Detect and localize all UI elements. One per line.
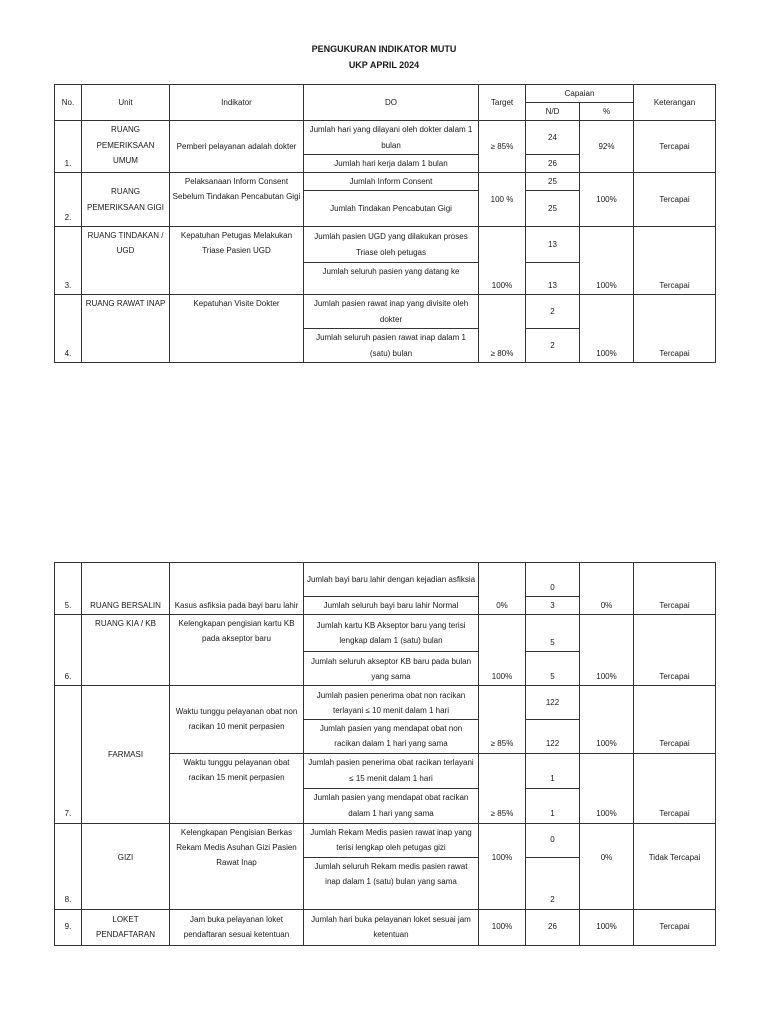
row-do-numerator: Jumlah bayi baru lahir dengan kejadian asfiksia	[304, 563, 479, 597]
row-do-numerator: Jumlah pasien UGD yang dilakukan proses Triase oleh petugas	[304, 227, 479, 263]
row-d: 2	[526, 329, 580, 363]
row-d: 2	[526, 857, 580, 909]
row-d: 122	[526, 720, 580, 753]
row-target: ≥ 85%	[479, 121, 526, 173]
row-n: 0	[526, 823, 580, 857]
row-do-numerator: Jumlah hari yang dilayani oleh dokter dalam 1 bulan	[304, 121, 479, 154]
row-n: 5	[526, 615, 580, 652]
header-keterangan: Keterangan	[634, 85, 716, 121]
table-row	[55, 227, 716, 263]
header-nd: N/D	[526, 103, 580, 121]
row-target: 100%	[479, 823, 526, 909]
row-indikator: Pelaksanaan Inform Consent Sebelum Tindakan Pencabutan Gigi	[170, 172, 304, 226]
header-pct: %	[580, 103, 634, 121]
row-do-denominator: Jumlah seluruh pasien rawat inap dalam 1 (satu) bulan	[304, 329, 479, 363]
row-unit: RUANG RAWAT INAP	[82, 295, 170, 363]
row-keterangan: Tercapai	[634, 615, 716, 686]
row-pct: 100%	[580, 615, 634, 686]
row-d: 25	[526, 191, 580, 227]
indicator-table-top	[54, 84, 716, 363]
row-pct: 100%	[580, 227, 634, 295]
row-keterangan: Tercapai	[634, 172, 716, 226]
header-unit: Unit	[82, 85, 170, 121]
row-keterangan: Tercapai	[634, 686, 716, 753]
table-row	[55, 172, 716, 190]
row-n: 13	[526, 227, 580, 263]
row-do-numerator: Jumlah pasien penerima obat non racikan terlayani ≤ 10 menit dalam 1 hari	[304, 686, 479, 720]
table-row	[55, 686, 716, 720]
row-d: 5	[526, 652, 580, 686]
row-keterangan: Tercapai	[634, 909, 716, 945]
row-no: 9.	[55, 909, 82, 945]
row-indikator: Kasus asfiksia pada bayi baru lahir	[170, 563, 304, 615]
row-indikator: Waktu tunggu pelayanan obat racikan 15 menit perpasien	[170, 753, 304, 823]
row-no: 8.	[55, 823, 82, 909]
row-keterangan: Tercapai	[634, 295, 716, 363]
row-indikator: Kelengkapan Pengisian Berkas Rekam Medis Asuhan Gizi Pasien Rawat Inap	[170, 823, 304, 909]
row-target: 100%	[479, 227, 526, 295]
row-target: 0%	[479, 563, 526, 615]
row-do-denominator: Jumlah hari kerja dalam 1 bulan	[304, 154, 479, 172]
row-no: 1.	[55, 121, 82, 173]
row-do-denominator: Jumlah pasien yang mendapat obat racikan dalam 1 hari yang sama	[304, 788, 479, 823]
row-unit: FARMASI	[82, 686, 170, 823]
row-target: 100%	[479, 615, 526, 686]
row-do-denominator: Jumlah seluruh pasien yang datang ke	[304, 263, 479, 295]
row-keterangan: Tercapai	[634, 753, 716, 823]
row-unit: RUANG KIA / KB	[82, 615, 170, 686]
row-n: 1	[526, 753, 580, 788]
row-indikator: Kepatuhan Petugas Melakukan Triase Pasien UGD	[170, 227, 304, 295]
row-indikator: Kepatuhan Visite Dokter	[170, 295, 304, 363]
row-pct: 0%	[580, 563, 634, 615]
row-n: 2	[526, 295, 580, 329]
row-indikator: Waktu tunggu pelayanan obat non racikan 10 menit perpasien	[170, 686, 304, 753]
row-indikator: Jam buka pelayanan loket pendaftaran sesuai ketentuan	[170, 909, 304, 945]
table-row	[55, 823, 716, 857]
document-subtitle: UKP APRIL 2024	[348, 60, 420, 70]
row-no: 7.	[55, 686, 82, 823]
row-do-denominator: Jumlah Tindakan Pencabutan Gigi	[304, 191, 479, 227]
row-do-numerator: Jumlah kartu KB Akseptor baru yang terisi lengkap dalam 1 (satu) bulan	[304, 615, 479, 652]
row-unit: RUANG BERSALIN	[82, 563, 170, 615]
row-d: 3	[526, 597, 580, 615]
row-unit: RUANG TINDAKAN / UGD	[82, 227, 170, 295]
row-no: 4.	[55, 295, 82, 363]
row-pct: 92%	[580, 121, 634, 173]
row-no: 2.	[55, 172, 82, 226]
row-keterangan: Tercapai	[634, 121, 716, 173]
row-unit: LOKET PENDAFTARAN	[82, 909, 170, 945]
document-title: PENGUKURAN INDIKATOR MUTU	[311, 44, 457, 54]
row-unit: GIZI	[82, 823, 170, 909]
row-keterangan: Tidak Tercapai	[634, 823, 716, 909]
row-d: 1	[526, 788, 580, 823]
indicator-table-bottom	[54, 562, 716, 946]
table-row	[55, 615, 716, 652]
row-keterangan: Tercapai	[634, 227, 716, 295]
row-indikator: Kelengkapan pengisian kartu KB pada akseptor baru	[170, 615, 304, 686]
row-nd: 26	[526, 909, 580, 945]
row-n: 0	[526, 563, 580, 597]
row-do-numerator: Jumlah Inform Consent	[304, 172, 479, 190]
header-target: Target	[479, 85, 526, 121]
row-no: 6.	[55, 615, 82, 686]
header-indikator: Indikator	[170, 85, 304, 121]
row-pct: 0%	[580, 823, 634, 909]
row-do-denominator: Jumlah pasien yang mendapat obat non racikan dalam 1 hari yang sama	[304, 720, 479, 753]
table-row	[55, 121, 716, 154]
row-pct: 100%	[580, 172, 634, 226]
row-do-denominator: Jumlah seluruh akseptor KB baru pada bulan yang sama	[304, 652, 479, 686]
row-do-numerator: Jumlah pasien penerima obat racikan terlayani ≤ 15 menit dalam 1 hari	[304, 753, 479, 788]
row-pct: 100%	[580, 686, 634, 753]
table-row	[55, 909, 716, 945]
row-target: 100 %	[479, 172, 526, 226]
row-pct: 100%	[580, 753, 634, 823]
row-pct: 100%	[580, 295, 634, 363]
row-do-numerator: Jumlah Rekam Medis pasien rawat inap yang terisi lengkap oleh petugas gizi	[304, 823, 479, 857]
row-do: Jumlah hari buka pelayanan loket sesuai jam ketentuan	[304, 909, 479, 945]
row-do-numerator: Jumlah pasien rawat inap yang divisite oleh dokter	[304, 295, 479, 329]
row-target: 100%	[479, 909, 526, 945]
row-target: ≥ 80%	[479, 295, 526, 363]
table-row	[55, 295, 716, 329]
row-d: 26	[526, 154, 580, 172]
row-do-denominator: Jumlah seluruh Rekam medis pasien rawat inap dalam 1 (satu) bulan yang sama	[304, 857, 479, 909]
row-n: 24	[526, 121, 580, 154]
header-no: No.	[55, 85, 82, 121]
header-do: DO	[304, 85, 479, 121]
row-no: 5.	[55, 563, 82, 615]
row-keterangan: Tercapai	[634, 563, 716, 615]
row-n: 25	[526, 172, 580, 190]
row-target: ≥ 85%	[479, 753, 526, 823]
row-unit: RUANG PEMERIKSAAN UMUM	[82, 121, 170, 173]
row-d: 13	[526, 263, 580, 295]
row-no: 3.	[55, 227, 82, 295]
row-target: ≥ 85%	[479, 686, 526, 753]
row-indikator: Pemberi pelayanan adalah dokter	[170, 121, 304, 173]
row-do-denominator: Jumlah seluruh bayi baru lahir Normal	[304, 597, 479, 615]
table-row	[55, 563, 716, 597]
row-pct: 100%	[580, 909, 634, 945]
header-capaian: Capaian	[526, 85, 634, 103]
row-n: 122	[526, 686, 580, 720]
row-unit: RUANG PEMERIKSAAN GIGI	[82, 172, 170, 226]
